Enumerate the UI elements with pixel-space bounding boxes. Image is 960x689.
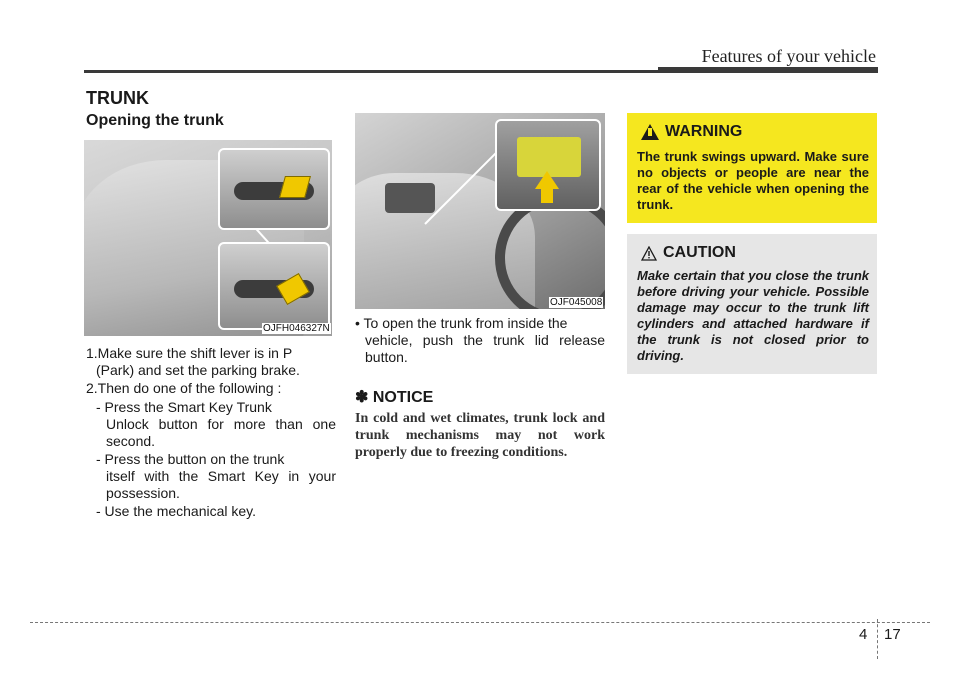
up-arrow-icon <box>535 171 559 189</box>
figure-label-1: OJFH046327N <box>263 323 330 334</box>
dash-item-2-text: - Press the button on the trunk <box>96 451 285 467</box>
bullet-inside-release <box>355 315 605 366</box>
page-number: 17 <box>884 626 901 643</box>
dash-item-3: - Use the mechanical key. <box>96 503 257 519</box>
inset-release-button <box>495 119 601 211</box>
figure-label-2: OJF045008 <box>550 297 603 308</box>
dash-item-1-cont: Unlock button for more than one second. <box>106 416 336 449</box>
figure-trunk-release-button <box>355 113 605 309</box>
caution-box <box>627 234 877 374</box>
step-1 <box>86 345 336 379</box>
figure-trunk-exterior <box>84 140 332 336</box>
step-1-cont: (Park) and set the parking brake. <box>96 362 300 378</box>
warning-triangle-icon <box>641 124 659 140</box>
caution-body: Make certain that you close the trunk before driving your vehicle. Possible damage may occur to the trunk lift cylinders and attached hardware if the trunk is not closed prior to driving. <box>637 268 869 363</box>
header-title: Features of your vehicle <box>701 46 876 66</box>
section-title: TRUNK <box>86 88 149 108</box>
press-arrow-icon <box>276 273 310 305</box>
air-vent-icon <box>385 183 435 213</box>
dash-item-2 <box>96 451 336 502</box>
header-rule-thick <box>658 67 878 73</box>
inset-trunk-handle-top <box>218 148 330 230</box>
warning-title: WARNING <box>665 123 743 140</box>
warning-body: The trunk swings upward. Make sure no objects or people are near the rear of the vehicle when opening the trunk. <box>637 149 869 212</box>
warning-box <box>627 113 877 223</box>
notice-title: ✽ NOTICE <box>355 389 434 406</box>
caution-triangle-icon <box>641 246 657 261</box>
up-arrow-stem <box>541 189 553 203</box>
notice-body: In cold and wet climates, trunk lock and trunk mechanisms may not work properly due to freezing conditions. <box>355 411 605 460</box>
dash-item-2-cont: itself with the Smart Key in your possession. <box>106 468 336 501</box>
bullet-text: • To open the trunk from inside the <box>355 315 568 331</box>
warning-header <box>641 123 742 141</box>
footer-rule <box>30 622 930 623</box>
bullet-cont: vehicle, push the trunk lid release button. <box>365 332 605 365</box>
page-chapter: 4 <box>859 626 868 643</box>
step-2: 2.Then do one of the following : <box>86 380 282 396</box>
dash-item-1 <box>96 399 336 450</box>
sub-title: Opening the trunk <box>86 112 224 129</box>
caution-title: CAUTION <box>663 244 736 261</box>
footer-divider <box>877 619 878 659</box>
caution-header <box>641 244 736 262</box>
inset-trunk-handle-bottom <box>218 242 330 330</box>
step-1-text: 1.Make sure the shift lever is in P <box>86 345 293 361</box>
dash-item-1-text: - Press the Smart Key Trunk <box>96 399 272 415</box>
